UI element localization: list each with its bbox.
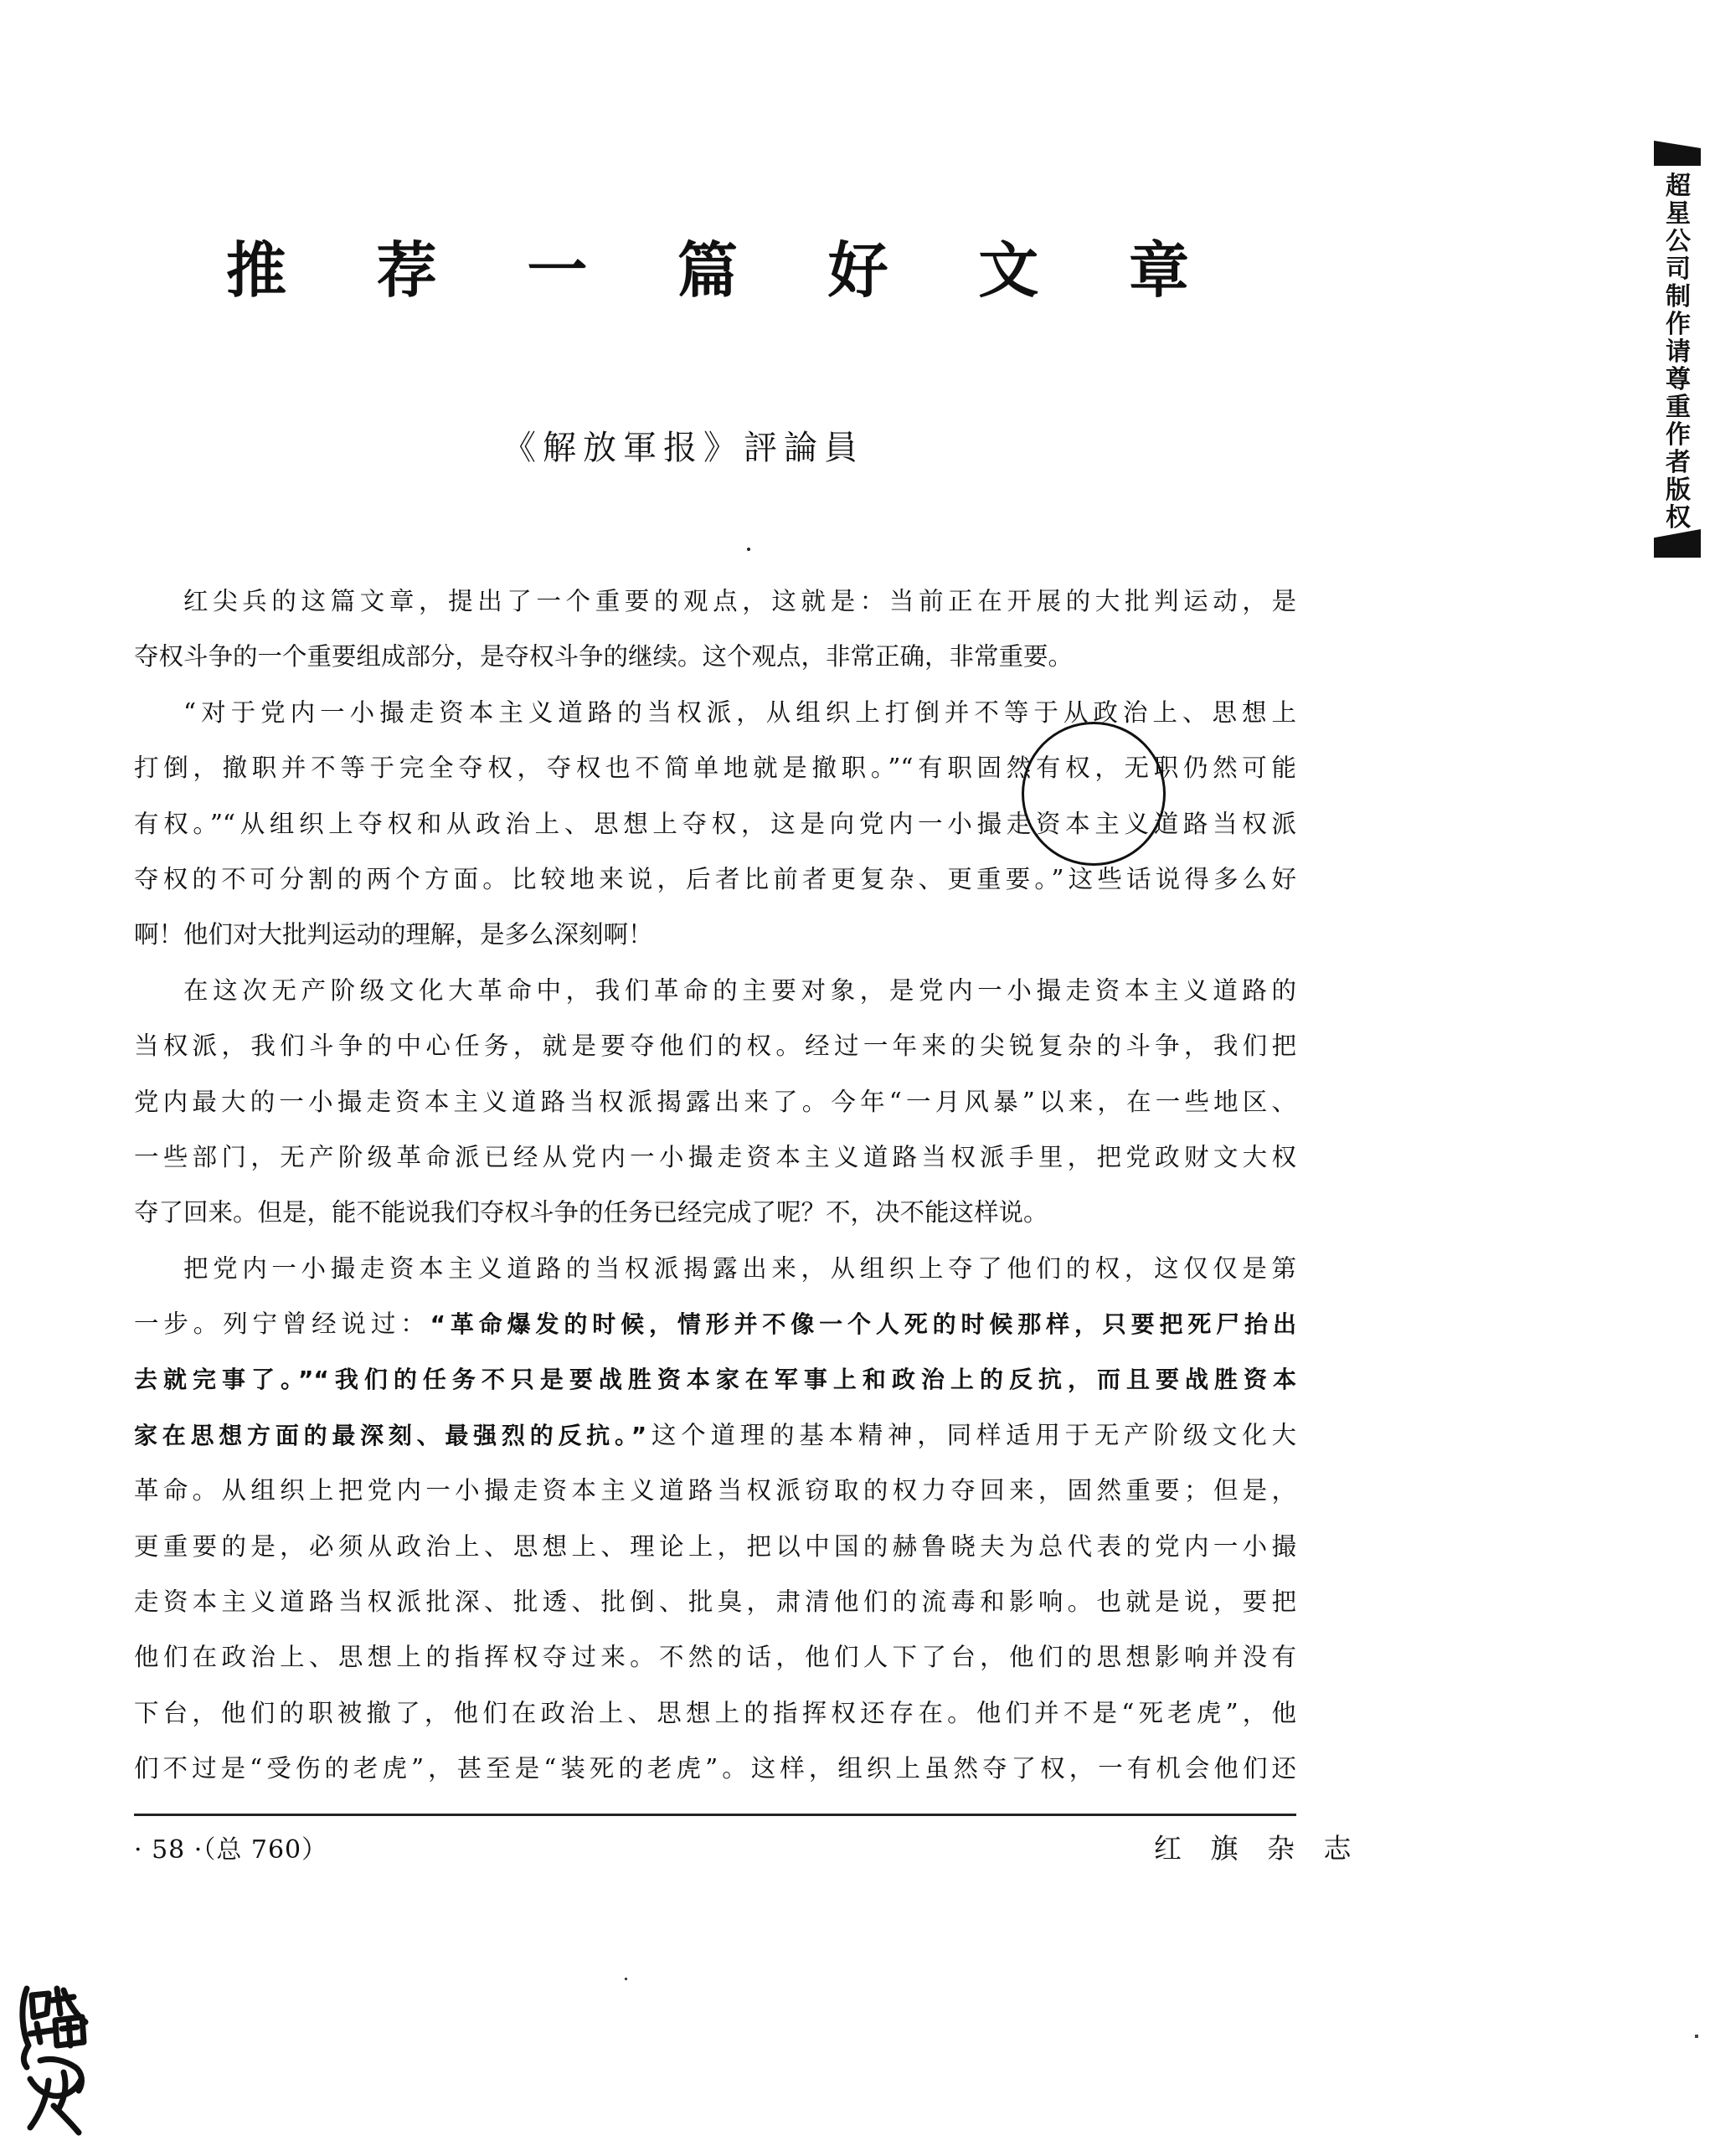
- text-line: [134, 1296, 1296, 1351]
- text-line: 在这次无产阶级文化大革命中，我们革命的主要对象，是党内一小撮走资本主义道路的: [183, 975, 1296, 1005]
- text-line: 一些部门，无产阶级革命派已经从党内一小撮走资本主义道路当权派手里，把党政财文大权: [134, 1142, 1296, 1171]
- title-char: 好: [827, 235, 888, 306]
- text-line: 把党内一小撮走资本主义道路的当权派揭露出来，从组织上夺了他们的权，这仅仅是第: [183, 1253, 1296, 1283]
- text-line: [134, 1351, 1296, 1407]
- scan-speck: [1695, 2035, 1698, 2038]
- title-char: 文: [978, 235, 1039, 306]
- text-line: 更重要的是，必须从政治上、思想上、理论上，把以中国的赫鲁晓夫为总代表的党内一小撮: [134, 1531, 1296, 1561]
- text-line: “对于党内一小撮走资本主义道路的当权派，从组织上打倒并不等于从政治上、思想上: [183, 697, 1296, 727]
- text-segment: 这个道理的基本精神，同样适用于无产阶级文化大: [646, 1420, 1296, 1449]
- text-line: 夺权斗争的一个重要组成部分，是夺权斗争的继续。这个观点，非常正确，非常重要。: [134, 642, 1074, 671]
- title-char: 推: [226, 235, 287, 306]
- library-seal-stamp: [15, 1980, 92, 2139]
- ink-circle-mark: [1022, 722, 1166, 866]
- strip-top-bar: [1654, 141, 1701, 166]
- text-line: 革命。从组织上把党内一小撮走资本主义道路当权派窃取的权力夺回来，固然重要；但是，: [134, 1476, 1296, 1505]
- strip-bottom-bar: [1654, 529, 1701, 558]
- article-title: [226, 233, 1189, 308]
- strip-text: 超星公司制作请尊重作者版权: [1666, 172, 1691, 533]
- text-line: 打倒，撤职并不等于完全夺权，夺权也不简单地就是撤职。”“有职固然有权，无职仍然可能: [134, 754, 1296, 783]
- text-line: 走资本主义道路当权派批深、批透、批倒、批臭，肃清他们的流毒和影响。也就是说，要把: [134, 1587, 1296, 1617]
- text-line: 当权派，我们斗争的中心任务，就是要夺他们的权。经过一年来的尖锐复杂的斗争，我们把: [134, 1032, 1296, 1061]
- text-line: 他们在政治上、思想上的指挥权夺过来。不然的话，他们人下了台，他们的思想影响并没有: [134, 1643, 1296, 1672]
- text-line: 红尖兵的这篇文章，提出了一个重要的观点，这就是：当前正在开展的大批判运动，是: [183, 587, 1296, 615]
- journal-name: 红 旗 杂 志: [1154, 1832, 1362, 1865]
- scan-speck: [625, 1978, 627, 1980]
- title-char: 章: [1128, 235, 1189, 306]
- title-char: 一: [527, 235, 588, 306]
- side-watermark-strip: [1654, 141, 1704, 593]
- lenin-quote: “革命爆发的时候，情形并不像一个人死的时候那样，只要把死尸抬出: [430, 1310, 1296, 1339]
- article-author: 《解放軍报》評論員: [502, 429, 864, 467]
- title-char: 荐: [376, 235, 437, 306]
- title-char: 篇: [677, 235, 738, 306]
- page-number: · 58 ·（总 760）: [134, 1835, 328, 1865]
- text-line: 们不过是“受伤的老虎”，甚至是“装死的老虎”。这样，组织上虽然夺了权，一有机会他们还: [134, 1754, 1296, 1783]
- text-line: 有权。”“从组织上夺权和从政治上、思想上夺权，这是向党内一小撮走资本主义道路当权派: [134, 809, 1296, 838]
- text-line: [134, 1407, 1296, 1463]
- footer-rule: [134, 1814, 1296, 1816]
- text-line: 党内最大的一小撮走资本主义道路当权派揭露出来了。今年“一月风暴”以来，在一些地区、: [134, 1087, 1296, 1116]
- text-segment: 一步。列宁曾经说过：: [134, 1310, 430, 1339]
- text-line: 下台，他们的职被撤了，他们在政治上、思想上的指挥权还存在。他们并不是“死老虎”，他: [134, 1698, 1296, 1727]
- text-line: 夺权的不可分割的两个方面。比较地来说，后者比前者更复杂、更重要。”这些话说得多么好: [134, 864, 1296, 893]
- separator-dot: [747, 548, 750, 551]
- lenin-quote: 去就完事了。”“我们的任务不只是要战胜资本家在军事上和政治上的反抗，而且要战胜资本: [134, 1366, 1296, 1394]
- text-line: 夺了回来。但是，能不能说我们夺权斗争的任务已经完成了呢？不，决不能这样说。: [134, 1198, 1048, 1227]
- text-line: 啊！他们对大批判运动的理解，是多么深刻啊！: [134, 920, 653, 949]
- lenin-quote: 家在思想方面的最深刻、最强烈的反抗。”: [134, 1421, 647, 1449]
